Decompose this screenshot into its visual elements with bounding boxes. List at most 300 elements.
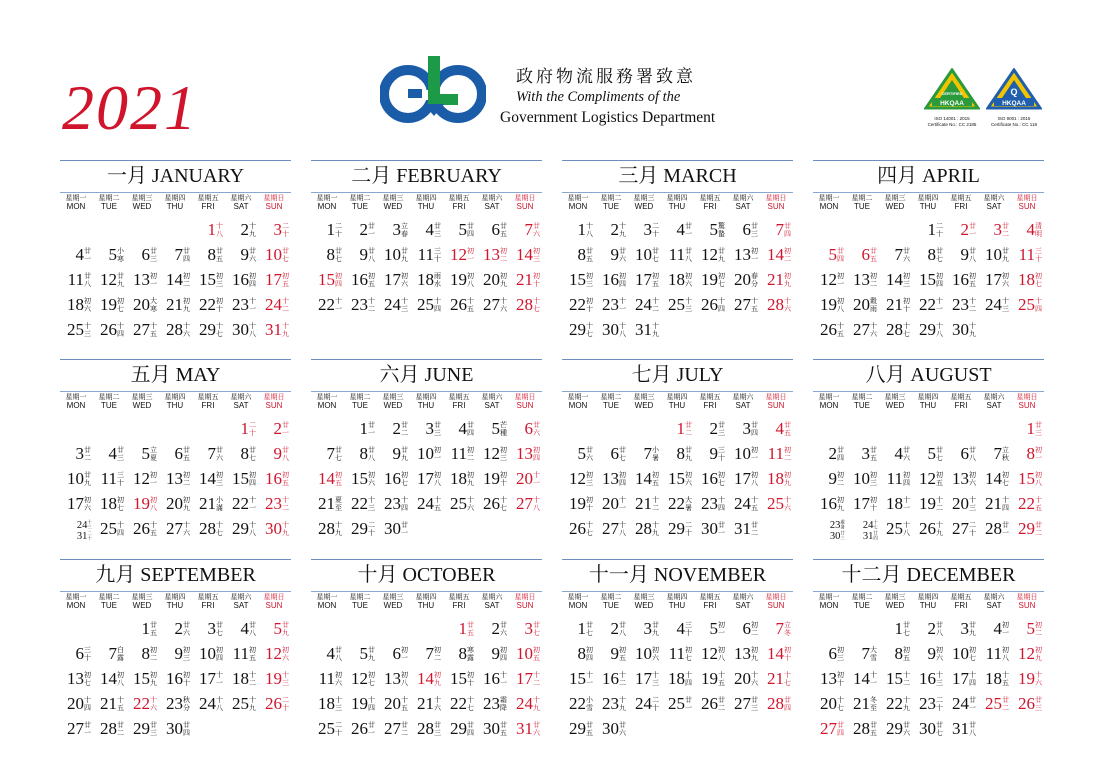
day-cell (562, 668, 595, 692)
lunar-date: 十三 (652, 671, 659, 687)
day-number: 3 (643, 220, 652, 239)
day-number: 15 (232, 469, 249, 488)
day-number: 31 (635, 320, 652, 339)
lunar-date: 十一 (903, 496, 910, 512)
lunar-date: 廿七 (282, 247, 289, 263)
weekday-header (443, 194, 475, 212)
weekday-en: TUE (352, 601, 368, 610)
lunar-date: 廿二 (1002, 222, 1009, 238)
day-cell (879, 643, 912, 667)
lunar-date: 十七 (586, 322, 593, 338)
day-number: 25 (67, 320, 84, 339)
lunar-date: 二十 (685, 521, 692, 537)
lunar-date: 廿三 (1035, 421, 1042, 437)
weekday-zh: 星期三 (884, 393, 906, 401)
weekday-zh: 星期三 (633, 393, 655, 401)
lunar-date: 廿八 (335, 646, 342, 662)
day-number: 25 (450, 494, 467, 513)
weekday-zh: 星期三 (633, 194, 655, 202)
lunar-date: 廿四 (467, 421, 474, 437)
day-number: 31 (952, 719, 969, 738)
day-number: 22 (199, 295, 216, 314)
weekday-en: WED (132, 401, 152, 410)
weekday-header (60, 393, 92, 411)
day-number: 17 (384, 270, 401, 289)
weekday-zh: 星期六 (230, 593, 252, 601)
weekday-zh: 星期五 (699, 593, 721, 601)
weekday-en: SUN (516, 401, 534, 410)
day-cell (628, 244, 661, 268)
day-number: 10 (417, 444, 434, 463)
day-number: 27 (133, 320, 150, 339)
weekday-header (443, 593, 475, 611)
lunar-date: 初六 (1002, 272, 1009, 288)
day-number: 28 (985, 519, 1002, 538)
lunar-date: 十八 (619, 322, 626, 338)
day-number: 1 (676, 419, 685, 438)
day-cell (93, 493, 126, 517)
weekday-header (377, 194, 409, 212)
lunar-date: 廿二 (84, 446, 91, 462)
day-cell (258, 693, 291, 717)
day-cell (846, 443, 879, 467)
day-number: 25 (668, 295, 685, 314)
day-cell (225, 269, 258, 293)
day-cell (813, 493, 846, 517)
day-number: 20 (384, 694, 401, 713)
day-number: 14 (100, 669, 117, 688)
day-cell (225, 319, 258, 343)
lunar-date: 廿五 (216, 247, 223, 263)
lunar-date: 初五 (533, 646, 540, 662)
day-cell (595, 493, 628, 517)
lunar-date: 廿一 (368, 222, 375, 238)
day-cell (476, 668, 509, 692)
lunar-date: 初三 (837, 646, 844, 662)
day-number: 30 (602, 320, 619, 339)
day-cell (694, 468, 727, 492)
day-number: 23 (602, 694, 619, 713)
day-cell (192, 668, 225, 692)
day-cell (562, 269, 595, 293)
day-number: 4 (993, 619, 1002, 638)
lunar-date: 初四 (619, 471, 626, 487)
lunar-date: 十四 (718, 297, 725, 313)
month-title: 七月 JULY (631, 364, 724, 386)
month-header (813, 160, 1044, 193)
weekday-en: FRI (201, 202, 215, 211)
day-number: 4 (1026, 220, 1035, 239)
lunar-date: 十六 (1035, 671, 1042, 687)
weekday-en: SAT (986, 601, 1002, 610)
lunar-date: 廿一 (1002, 521, 1009, 537)
weekday-en: TUE (854, 401, 870, 410)
lunar-date: 十七 (837, 696, 844, 712)
lunar-date: 初十 (903, 297, 910, 313)
day-cell (258, 493, 291, 517)
day-number: 16 (919, 669, 936, 688)
weekday-en: THU (668, 401, 686, 410)
day-cell (595, 244, 628, 268)
day-number: 22 (569, 295, 586, 314)
day-cell (476, 643, 509, 667)
lunar-date: 廿一 (282, 421, 289, 437)
cert-brand: HKQAA (1002, 100, 1026, 107)
weekday-header (978, 393, 1010, 411)
day-cell (912, 668, 945, 692)
day-cell (258, 294, 291, 318)
day-cell (410, 244, 443, 268)
day-number: 8 (894, 644, 903, 663)
day-number: 30 (919, 719, 936, 738)
day-cell (727, 269, 760, 293)
lunar-date: 廿八 (368, 446, 375, 462)
lunar-date: 廿九 (282, 621, 289, 637)
day-cell (879, 618, 912, 642)
weekday-en: THU (919, 202, 937, 211)
day-cell (410, 443, 443, 467)
lunar-date: 初七 (969, 646, 976, 662)
day-cell (945, 643, 978, 667)
weekday-zh: 星期三 (382, 393, 404, 401)
day-cell (912, 269, 945, 293)
weekday-header (879, 593, 911, 611)
day-number: 26 (100, 320, 117, 339)
day-cell (126, 269, 159, 293)
day-cell (509, 294, 542, 318)
day-cell (760, 244, 793, 268)
day-number: 26 (701, 694, 718, 713)
day-cell (661, 244, 694, 268)
day-number: 5 (828, 245, 837, 264)
month-title: 二月 FEBRUARY (351, 165, 502, 187)
lunar-date: 初二 (870, 272, 877, 288)
lunar-date: 十八 (249, 322, 256, 338)
lunar-date: 初二 (150, 646, 157, 662)
month-block (562, 160, 793, 355)
weekday-zh: 星期六 (732, 593, 754, 601)
lunar-date: 廿七 (586, 621, 593, 637)
day-cell (694, 518, 727, 542)
weekday-zh: 星期二 (851, 393, 873, 401)
day-number: 8 (676, 444, 685, 463)
weekday-zh: 星期二 (349, 194, 371, 202)
day-number: 19 (450, 270, 467, 289)
day-number: 23 (265, 494, 282, 513)
day-number: 24 (76, 518, 88, 531)
day-cell (727, 418, 760, 442)
day-number: 12 (701, 644, 718, 663)
lunar-date: 廿七 (652, 247, 659, 263)
weekday-en: THU (417, 601, 435, 610)
day-number: 19 (265, 669, 282, 688)
day-number: 19 (569, 494, 586, 513)
lunar-date: 大寒 (150, 297, 157, 313)
weekday-en: THU (919, 401, 937, 410)
lunar-date: 十八 (533, 496, 540, 512)
day-number: 15 (668, 469, 685, 488)
weekday-zh: 星期五 (448, 393, 470, 401)
day-number: 21 (417, 694, 434, 713)
weekday-header (595, 593, 627, 611)
lunar-date: 廿一 (718, 521, 725, 537)
day-cell (628, 668, 661, 692)
lunar-date: 立冬 (784, 621, 791, 637)
lunar-date: 穀雨 (870, 297, 877, 313)
day-cell (159, 718, 192, 742)
lunar-date: 處暑 (840, 519, 845, 530)
day-number: 6 (392, 644, 401, 663)
day-cell (727, 618, 760, 642)
weekday-header (192, 194, 224, 212)
weekday-en: FRI (201, 601, 215, 610)
weekday-zh: 星期六 (983, 194, 1005, 202)
day-cell (410, 219, 443, 243)
day-number: 14 (417, 669, 434, 688)
day-number: 3 (207, 619, 216, 638)
day-cell (879, 443, 912, 467)
weekday-header (760, 593, 792, 611)
lunar-date: 廿七 (619, 446, 626, 462)
day-number: 13 (734, 245, 751, 264)
weekday-zh: 星期一 (65, 194, 87, 202)
day-number: 18 (100, 494, 117, 513)
lunar-date: 廿九 (117, 272, 124, 288)
weekday-header (93, 393, 125, 411)
day-cell (60, 718, 93, 742)
lunar-date: 二十 (969, 521, 976, 537)
weekday-en: WED (634, 601, 654, 610)
lunar-date: 初七 (718, 272, 725, 288)
day-number: 2 (610, 619, 619, 638)
lunar-date: 十五 (434, 496, 441, 512)
lunar-date: 十九 (619, 222, 626, 238)
lunar-date: 三十 (117, 471, 124, 487)
weekday-en: WED (885, 202, 905, 211)
year-heading: 2021 (62, 72, 198, 143)
weekday-en: MON (317, 401, 337, 410)
lunar-date: 初五 (652, 272, 659, 288)
lunar-date: 廿六 (619, 247, 626, 263)
lunar-date: 廿八 (619, 621, 626, 637)
day-number: 19 (483, 469, 500, 488)
lunar-date: 廿九 (718, 247, 725, 263)
day-number: 14 (166, 270, 183, 289)
lunar-date: 初五 (619, 646, 626, 662)
day-number: 22 (133, 694, 150, 713)
lunar-date: 初四 (936, 272, 943, 288)
day-cell (410, 468, 443, 492)
lunar-date: 十一 (619, 496, 626, 512)
day-number: 8 (240, 444, 249, 463)
lunar-date: 初五 (335, 471, 342, 487)
day-cell (159, 269, 192, 293)
day-number: 5 (927, 444, 936, 463)
lunar-date: 十六 (784, 297, 791, 313)
day-number: 30 (384, 519, 401, 538)
day-number: 15 (199, 270, 216, 289)
month-title: 六月 JUNE (379, 364, 474, 386)
lunar-date: 小暑 (652, 446, 659, 462)
weekday-header (846, 593, 878, 611)
weekday-header (760, 194, 792, 212)
lunar-date: 廿五 (467, 621, 474, 637)
month-title: 四月 APRIL (877, 165, 980, 187)
day-number: 18 (668, 669, 685, 688)
lunar-date: 廿九 (368, 646, 375, 662)
lunar-date: 初二 (1035, 621, 1042, 637)
lunar-date: 初十 (183, 671, 190, 687)
weekday-en: MON (568, 601, 588, 610)
lunar-date: 廿一 (685, 696, 692, 712)
weekday-zh: 星期日 (514, 194, 536, 202)
day-cell (60, 668, 93, 692)
day-cell (60, 294, 93, 318)
day-cell (694, 493, 727, 517)
day-cell (945, 518, 978, 542)
weekday-en: WED (383, 601, 403, 610)
weekday-header (694, 593, 726, 611)
weekday-en: SUN (265, 202, 283, 211)
lunar-date: 廿六 (903, 446, 910, 462)
day-number: 8 (1026, 444, 1035, 463)
day-cell (562, 718, 595, 742)
day-number: 19 (351, 694, 368, 713)
day-cell (410, 693, 443, 717)
day-number: 3 (524, 619, 533, 638)
weekday-en: TUE (854, 601, 870, 610)
day-number: 11 (100, 469, 117, 488)
day-number: 6 (491, 220, 500, 239)
lunar-date: 十一 (533, 471, 540, 487)
weekday-header (727, 593, 759, 611)
day-number: 13 (67, 669, 84, 688)
weekday-en: TUE (352, 202, 368, 211)
day-number: 7 (524, 220, 533, 239)
day-number: 4 (676, 619, 685, 638)
day-number: 26 (133, 519, 150, 538)
day-number: 26 (1018, 694, 1035, 713)
day-number: 2 (927, 619, 936, 638)
day-number: 19 (820, 295, 837, 314)
day-number: 6 (610, 444, 619, 463)
day-number: 9 (273, 444, 282, 463)
day-number: 25 (1018, 295, 1035, 314)
lunar-date: 十二 (368, 297, 375, 313)
day-cell (694, 269, 727, 293)
weekday-header (562, 593, 594, 611)
day-number: 21 (985, 494, 1002, 513)
day-cell (509, 718, 542, 742)
day-cell (509, 468, 542, 492)
lunar-date: 初五 (936, 471, 943, 487)
lunar-date: 廿三 (1035, 696, 1042, 712)
lunar-date: 十二 (652, 496, 659, 512)
day-number: 18 (886, 494, 903, 513)
day-number: 9 (927, 644, 936, 663)
month-block (813, 359, 1044, 554)
day-cell (760, 668, 793, 692)
day-cell (258, 668, 291, 692)
day-number: 11 (767, 444, 784, 463)
lunar-date: 廿九 (1002, 247, 1009, 263)
lunar-date: 十一 (870, 671, 877, 687)
lunar-date: 廿五 (150, 621, 157, 637)
day-number: 14 (767, 644, 784, 663)
month-block (60, 160, 291, 355)
day-cell (410, 643, 443, 667)
weekday-header (476, 393, 508, 411)
day-cell (912, 493, 945, 517)
weekday-header (443, 393, 475, 411)
lunar-date: 廿八 (936, 621, 943, 637)
day-number: 27 (853, 320, 870, 339)
day-number: 27 (952, 519, 969, 538)
lunar-date: 初四 (500, 646, 507, 662)
day-cell (60, 269, 93, 293)
day-cell (846, 468, 879, 492)
weekday-header (813, 194, 845, 212)
weekday-en: WED (885, 601, 905, 610)
lunar-date: 二十 (368, 521, 375, 537)
lunar-date: 初三 (533, 247, 540, 263)
day-cell (509, 244, 542, 268)
day-cell (410, 493, 443, 517)
day-cell (562, 319, 595, 343)
lunar-date: 廿七 (249, 446, 256, 462)
lunar-date: 十九 (936, 521, 943, 537)
lunar-date: 初十 (870, 496, 877, 512)
day-cell (978, 219, 1011, 243)
lunar-date: 廿七 (216, 621, 223, 637)
day-number: 1 (359, 419, 368, 438)
day-cell (727, 493, 760, 517)
lunar-date: 廿一 (84, 721, 91, 737)
weekday-en: SUN (767, 202, 785, 211)
weekday-en: SUN (1018, 401, 1036, 410)
lunar-date: 十九 (533, 696, 540, 712)
lunar-date: 初三 (870, 471, 877, 487)
lunar-date: 初五 (282, 272, 289, 288)
lunar-date: 初八 (467, 272, 474, 288)
lunar-date: 初六 (335, 671, 342, 687)
weekday-zh: 星期五 (950, 393, 972, 401)
org-tagline: With the Compliments of the (516, 89, 681, 105)
day-number: 24 (862, 518, 874, 531)
day-cell (225, 518, 258, 542)
lunar-date: 立秋 (1002, 446, 1009, 462)
day-cell (694, 294, 727, 318)
day-number: 9 (709, 444, 718, 463)
day-number: 11 (1018, 245, 1035, 264)
weekday-header (628, 593, 660, 611)
day-number: 21 (886, 295, 903, 314)
day-cell (945, 618, 978, 642)
lunar-date: 廿四 (873, 530, 878, 541)
day-cell (443, 468, 476, 492)
lunar-date: 初二 (183, 471, 190, 487)
day-cell (694, 693, 727, 717)
day-number: 28 (516, 295, 533, 314)
lunar-date: 廿五 (586, 721, 593, 737)
day-cell (258, 518, 291, 542)
weekday-header (410, 194, 442, 212)
day-number: 12 (133, 469, 150, 488)
day-cell (344, 718, 377, 742)
day-number: 22 (886, 694, 903, 713)
weekday-en: SUN (516, 601, 534, 610)
day-number: 10 (635, 644, 652, 663)
